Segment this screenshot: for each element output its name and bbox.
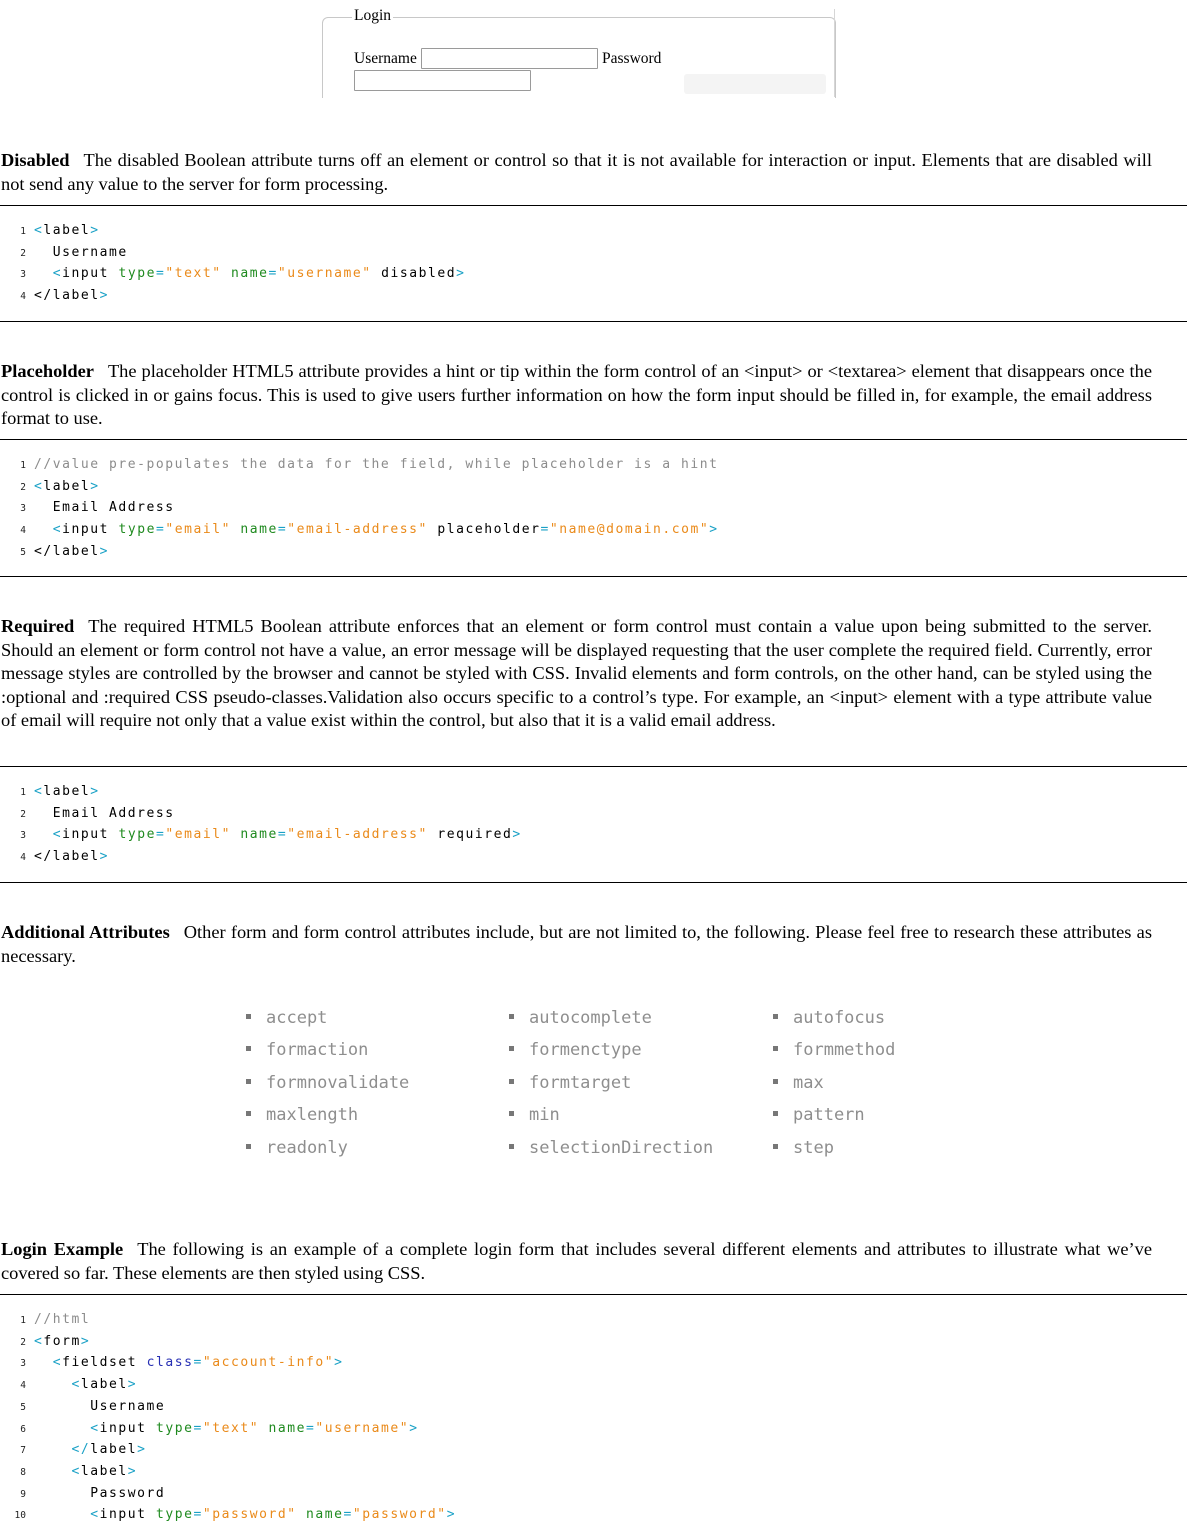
- required-heading: Required: [1, 616, 75, 636]
- line-number: 2: [20, 1336, 26, 1348]
- code-token: =: [193, 1355, 203, 1371]
- code-token: "email": [165, 827, 231, 843]
- code-rule: [0, 439, 1187, 440]
- line-number: 1: [20, 226, 26, 237]
- code-token: <: [52, 827, 63, 843]
- line-number: 5: [20, 546, 26, 558]
- line-number: 3: [20, 830, 26, 842]
- code-token: class: [146, 1355, 194, 1371]
- bullet-icon: [773, 1079, 778, 1084]
- code-token: label: [90, 1442, 138, 1458]
- code-token: type: [118, 522, 156, 538]
- line-number: 2: [20, 247, 26, 259]
- bullet-icon: [246, 1014, 251, 1019]
- code-token: disabled: [381, 266, 457, 282]
- code-token: type: [155, 1420, 194, 1436]
- code-token: name: [231, 266, 269, 282]
- bullet-icon: [246, 1046, 251, 1051]
- code-token: =: [155, 266, 166, 282]
- code-token: <: [90, 1507, 100, 1523]
- code-rule: [0, 882, 1187, 883]
- code-token: "password": [202, 1507, 297, 1523]
- line-number: 1: [20, 460, 26, 471]
- additional-paragraph: [1, 921, 1152, 968]
- code-token: name: [240, 522, 278, 538]
- code-token: =: [155, 827, 166, 843]
- code-token: label: [43, 223, 91, 238]
- bullet-icon: [246, 1079, 251, 1084]
- code-token: type: [118, 266, 156, 282]
- code-token: form: [43, 1333, 81, 1349]
- code-token: =: [540, 522, 550, 538]
- username-label: Username: [354, 50, 417, 67]
- line-number: 2: [20, 481, 26, 493]
- password-input[interactable]: [354, 70, 531, 91]
- code-token: >: [456, 266, 466, 282]
- code-token: <: [34, 784, 44, 799]
- code-token: >: [90, 478, 100, 494]
- bullet-icon: [509, 1014, 514, 1019]
- code-token: =: [306, 1420, 316, 1436]
- line-number: 3: [20, 1358, 26, 1370]
- code-token: >: [709, 522, 719, 538]
- code-token: label: [43, 478, 91, 494]
- line-number: 3: [20, 269, 26, 281]
- list-item: accept: [246, 1003, 327, 1035]
- code-token: "username": [277, 266, 372, 282]
- code-token: input: [62, 827, 110, 843]
- bullet-icon: [773, 1046, 778, 1051]
- login-example-text: The following is an example of a complete login form that includes several different elements and attributes to illustrate what we’ve covered so far. These elements are then styled using CSS.: [1, 1239, 1152, 1283]
- code-token: <: [34, 1333, 44, 1349]
- code-token: =: [343, 1507, 353, 1523]
- code-token: Username: [52, 244, 128, 260]
- code-token: <: [34, 223, 44, 238]
- code-token: Email Address: [52, 805, 175, 821]
- placeholder-text: The placeholder HTML5 attribute provides a hint or tip within the form control of an <input> or <textarea> element that disappears once the control is clicked in or gains focus. This is used to give users further information on how the form input should be filled in, for example, the email address format to use.: [1, 361, 1152, 429]
- line-number: 3: [20, 503, 26, 515]
- code-token: "account-info": [202, 1355, 335, 1371]
- list-item: formaction: [246, 1035, 368, 1067]
- code-block-required: [0, 782, 522, 869]
- code-token: =: [193, 1420, 203, 1436]
- code-token: type: [118, 827, 156, 843]
- code-token: name: [240, 827, 278, 843]
- code-token: <: [34, 478, 44, 494]
- code-comment: //html: [34, 1312, 91, 1327]
- code-token: >: [127, 1377, 138, 1393]
- list-item: formnovalidate: [246, 1068, 409, 1100]
- code-token: "text": [165, 266, 222, 282]
- line-number: 4: [20, 852, 26, 864]
- disabled-heading: Disabled: [1, 150, 70, 170]
- code-token: >: [137, 1442, 147, 1458]
- code-block-login: [0, 1310, 456, 1527]
- code-token: "email": [165, 522, 231, 538]
- code-token: Username: [90, 1398, 166, 1414]
- code-token: Password: [90, 1485, 166, 1501]
- required-text: The required HTML5 Boolean attribute enforces that an element or form control must contain a value upon being submitted to the server. Should an element or form control not have a value, an error message will be displayed requesting that the user complete the required field. Currently, error message styles are controlled by the browser and cannot be styled with CSS. Invalid elements and form controls, on the other hand, can be styled using the :optional and :required CSS pseudo-classes.Validation also occurs specific to a control’s type. For example, an <input> element with a type attribute value of email will require not only that a value exist within the control, but also that it is a valid email address.: [1, 616, 1152, 731]
- fieldset-legend: Login: [354, 7, 392, 24]
- code-token: required: [437, 827, 513, 843]
- code-token: >: [99, 849, 110, 865]
- code-token: "email-address": [287, 522, 428, 538]
- code-token: </: [34, 543, 53, 559]
- code-token: input: [62, 522, 110, 538]
- code-token: input: [99, 1507, 147, 1523]
- code-token: input: [99, 1420, 147, 1436]
- code-token: label: [80, 1377, 128, 1393]
- code-rule: [0, 576, 1187, 577]
- code-token: Email Address: [52, 500, 175, 516]
- list-item: selectionDirection: [509, 1133, 713, 1165]
- code-token: >: [99, 288, 110, 304]
- code-token: fieldset: [62, 1355, 138, 1371]
- line-number: 10: [14, 1510, 26, 1522]
- bullet-icon: [509, 1046, 514, 1051]
- bullet-icon: [773, 1014, 778, 1019]
- code-block-disabled: [0, 221, 465, 308]
- list-item: max: [773, 1068, 824, 1100]
- code-token: >: [99, 543, 110, 559]
- additional-heading: Additional Attributes: [1, 922, 170, 942]
- code-token: type: [155, 1507, 194, 1523]
- code-token: name: [306, 1507, 344, 1523]
- list-item: autocomplete: [509, 1003, 652, 1035]
- bullet-icon: [246, 1111, 251, 1116]
- code-token: >: [90, 223, 100, 238]
- code-token: <: [52, 266, 63, 282]
- disabled-text: The disabled Boolean attribute turns off an element or control so that it is not available for interaction or input. Elements that are disabled will not send any value to the server for form processing.: [1, 150, 1152, 194]
- code-token: placeholder: [437, 522, 541, 538]
- line-number: 7: [20, 1445, 26, 1457]
- code-token: name: [268, 1420, 307, 1436]
- bullet-icon: [246, 1144, 251, 1149]
- line-number: 9: [20, 1488, 26, 1500]
- line-number: 8: [20, 1466, 26, 1478]
- code-token: </: [34, 849, 53, 865]
- bullet-icon: [509, 1144, 514, 1149]
- required-paragraph: [1, 615, 1152, 733]
- code-token: >: [90, 784, 100, 799]
- bullet-icon: [509, 1079, 514, 1084]
- code-token: "username": [315, 1420, 410, 1436]
- login-example-heading: Login Example: [1, 1239, 124, 1259]
- code-token: =: [277, 827, 288, 843]
- code-token: label: [80, 1463, 128, 1479]
- code-token: <: [52, 1355, 63, 1371]
- submit-button-blurred: [684, 74, 826, 94]
- code-token: >: [334, 1355, 344, 1371]
- code-token: <: [71, 1463, 81, 1479]
- code-token: <: [90, 1420, 100, 1436]
- code-token: =: [268, 266, 278, 282]
- placeholder-paragraph: [1, 360, 1152, 431]
- list-item: formmethod: [773, 1035, 895, 1067]
- code-token: "text": [202, 1420, 260, 1436]
- code-token: input: [62, 266, 110, 282]
- code-rule: [0, 766, 1187, 767]
- line-number: 6: [20, 1423, 26, 1435]
- line-number: 4: [20, 525, 26, 537]
- code-token: label: [52, 288, 100, 304]
- list-item: maxlength: [246, 1100, 358, 1132]
- list-item: step: [773, 1133, 834, 1165]
- bullet-icon: [509, 1111, 514, 1116]
- list-item: autofocus: [773, 1003, 885, 1035]
- list-item: formtarget: [509, 1068, 631, 1100]
- code-token: >: [446, 1507, 457, 1523]
- additional-text: Other form and form control attributes include, but are not limited to, the following. Please feel free to research these attributes as necessary.: [1, 922, 1152, 966]
- code-token: "password": [352, 1507, 447, 1523]
- list-item: min: [509, 1100, 560, 1132]
- code-token: label: [52, 849, 100, 865]
- login-example-paragraph: [1, 1238, 1152, 1285]
- line-number: 1: [20, 787, 26, 798]
- list-item: pattern: [773, 1100, 865, 1132]
- bullet-icon: [773, 1111, 778, 1116]
- placeholder-heading: Placeholder: [1, 361, 94, 381]
- code-token: >: [127, 1463, 138, 1479]
- list-item: readonly: [246, 1133, 348, 1165]
- line-number: 2: [20, 808, 26, 820]
- code-rule: [0, 205, 1187, 206]
- code-token: =: [193, 1507, 203, 1523]
- code-rule: [0, 321, 1187, 322]
- code-rule: [0, 1294, 1187, 1295]
- disabled-paragraph: [1, 149, 1152, 196]
- line-number: 4: [20, 1380, 26, 1392]
- code-token: </: [34, 288, 53, 304]
- code-token: label: [43, 784, 91, 799]
- code-token: >: [80, 1333, 91, 1349]
- line-number: 4: [20, 291, 26, 303]
- code-block-placeholder: [0, 455, 719, 564]
- code-token: <: [71, 1377, 81, 1393]
- line-number: 1: [20, 1315, 26, 1326]
- code-token: =: [155, 522, 166, 538]
- code-token: "email-address": [287, 827, 428, 843]
- code-token: >: [409, 1420, 419, 1436]
- fieldset-edge: [834, 9, 835, 97]
- code-token: >: [512, 827, 522, 843]
- code-token: label: [52, 543, 100, 559]
- code-token: =: [277, 522, 288, 538]
- code-comment: //value pre-populates the data for the field, while placeholder is a hint: [34, 457, 719, 472]
- list-item: formenctype: [509, 1035, 642, 1067]
- password-label: Password: [602, 50, 662, 67]
- line-number: 5: [20, 1401, 26, 1413]
- username-input[interactable]: [421, 48, 598, 69]
- code-token: <: [52, 522, 63, 538]
- code-token: </: [71, 1442, 91, 1458]
- code-token: "name@domain.com": [549, 522, 710, 538]
- bullet-icon: [773, 1144, 778, 1149]
